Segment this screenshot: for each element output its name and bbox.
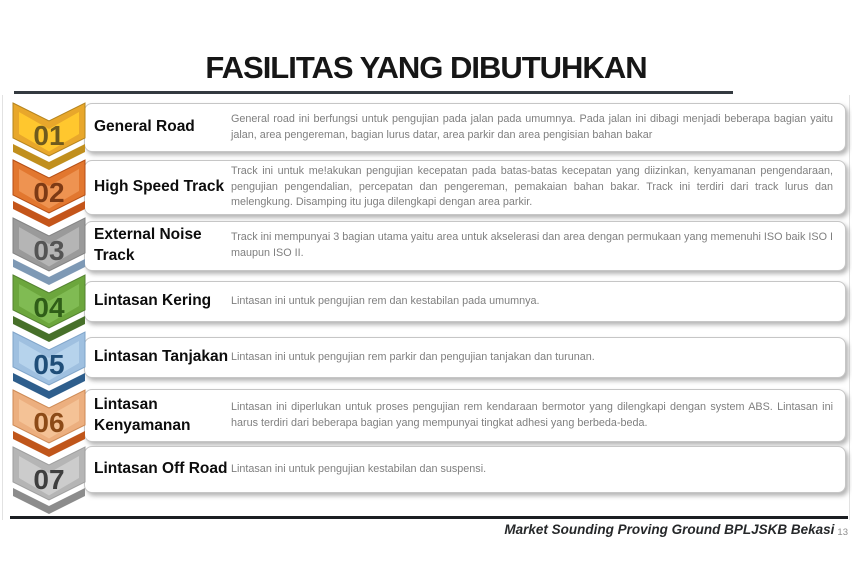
footer-divider (10, 516, 848, 519)
facility-title: External Noise Track (94, 226, 202, 264)
step-number: 04 (33, 292, 65, 323)
step-number: 01 (33, 120, 65, 151)
facility-card-lintasan-tanjakan (84, 337, 846, 378)
facility-description: General road ini berfungsi untuk pengujian pada jalan pada umumnya. Pada jalan ini dibagi menjadi beberapa bagian yaitu jalan, area pengereman, bagian lurus datar, area parkir dan area pengisian bahan bakar (231, 112, 833, 141)
facility-description: Lintasan ini untuk pengujian rem parkir dan pengujian tanjakan dan turunan. (231, 350, 595, 363)
step-number: 06 (33, 407, 65, 438)
chevron-down-icon (11, 102, 87, 182)
facility-card-lintasan-kenyamanan (84, 389, 846, 442)
title-underline (14, 91, 733, 94)
facility-card-lintasan-kering (84, 281, 846, 322)
facility-description: Lintasan ini untuk pengujian rem dan kestabilan pada umumnya. (231, 294, 540, 307)
footer-label: Market Sounding Proving Ground BPLJSKB Bekasi (504, 522, 835, 537)
facility-description: Track ini mempunyai 3 bagian utama yaitu area untuk akselerasi dan area dengan permukaan yang memenuhi ISO baik ISO I maupun ISO II. (231, 231, 833, 259)
step-chevron-01 (11, 102, 87, 182)
facility-title: High Speed Track (94, 178, 225, 196)
step-number: 02 (33, 177, 65, 208)
slide-left-edge (2, 95, 3, 520)
footer (504, 522, 848, 537)
step-number: 05 (33, 349, 65, 380)
facility-description: Lintasan ini diperlukan untuk proses pengujian rem kendaraan bermotor yang dilengkapi dengan system ABS. Lintasan ini harus terdiri dari beberapa bagian yang mempunyai tingkat adhesi yang berbeda-beda. (231, 400, 833, 429)
facility-description: Track ini untuk me!akukan pengujian kecepatan pada batas-batas kecepatan yang diizinkan, kenyamanan pengendaraan, pengujian pengendalian, percepatan dan pengereman, pemakaian bahan bakar. Track ini terdiri dari track lurus dan melengkung. Disamping itu juga dilengkapi dengan area parkir. (231, 164, 833, 209)
slide-right-edge (849, 95, 850, 520)
facility-card-lintasan-off-road (84, 446, 846, 493)
facility-title: Lintasan Kering (94, 292, 212, 310)
step-number: 07 (33, 464, 65, 495)
step-number: 03 (33, 235, 65, 266)
facility-card-high-speed-track (84, 160, 846, 215)
facility-card-general-road (84, 103, 846, 152)
facility-description: Lintasan ini untuk pengujian kestabilan dan suspensi. (231, 462, 487, 475)
page-number: 13 (837, 527, 848, 538)
facility-title: Lintasan Kenyamanan (94, 395, 191, 434)
facility-title: Lintasan Off Road (94, 460, 228, 478)
facility-title: Lintasan Tanjakan (94, 348, 229, 366)
page-title: FASILITAS YANG DIBUTUHKAN (205, 50, 647, 85)
facility-card-external-noise-track (84, 221, 846, 271)
facility-title: General Road (94, 118, 195, 136)
